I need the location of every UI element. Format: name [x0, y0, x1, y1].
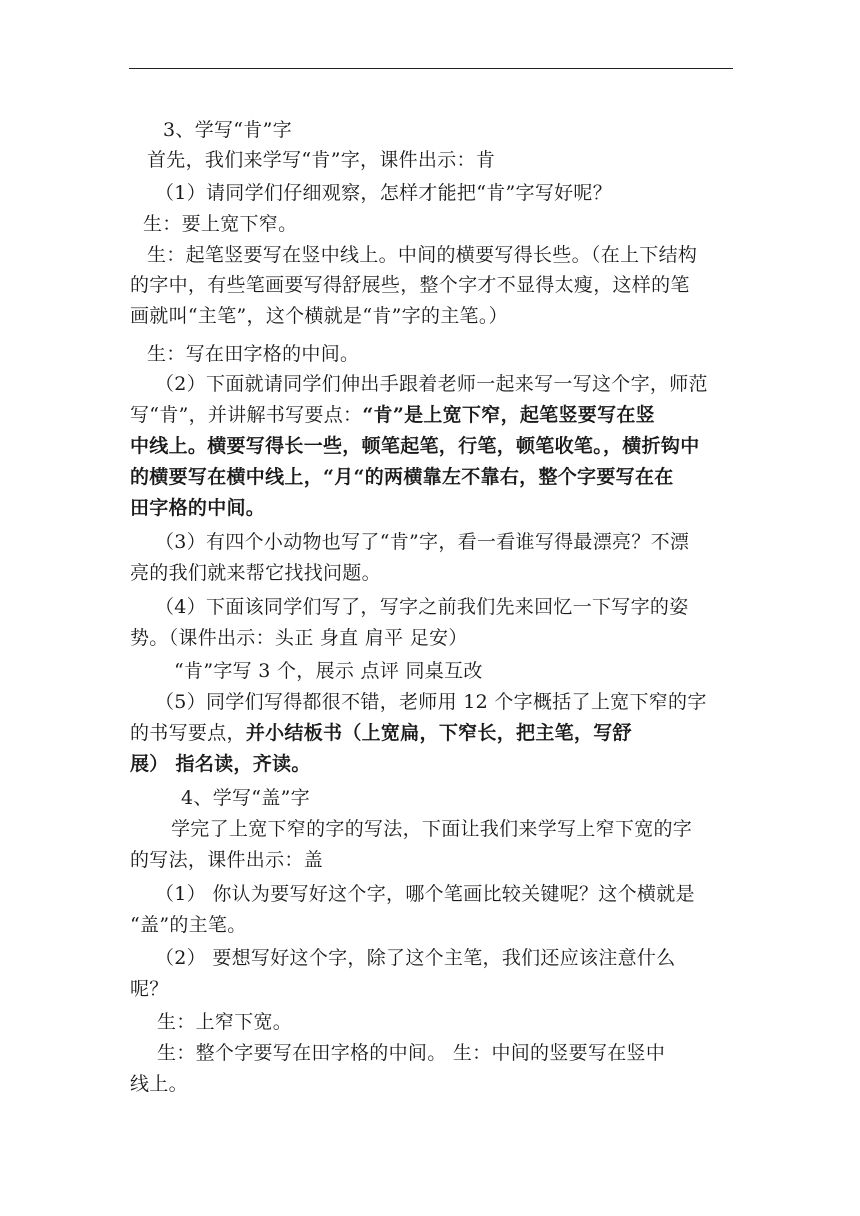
text-line [143, 212, 297, 236]
text-line [155, 882, 695, 906]
text-line [157, 1010, 292, 1034]
text-segment: 呢？ [130, 978, 169, 1000]
text-line [130, 273, 690, 297]
text-segment: 线上。 [130, 1073, 188, 1095]
text-line [130, 434, 700, 458]
text-line [163, 118, 292, 142]
text-line [130, 403, 655, 427]
text-segment: 3、学写“肯”字 [163, 119, 292, 141]
text-segment: 生：起笔竖要写在竖中线上。中间的横要写得长些。（在上下结构 [147, 244, 698, 266]
text-segment: 生：上窄下宽。 [157, 1011, 293, 1033]
text-segment: 首先，我们来学写“肯”字，课件出示：肯 [147, 149, 496, 171]
text-line [155, 946, 676, 970]
text-segment: 的书写要点， [130, 722, 246, 744]
text-segment: 势。（课件出示：头正 身直 肩平 足安） [130, 627, 468, 649]
text-segment: （4）下面该同学们写了，写字之前我们先来回忆一下写字的姿 [155, 596, 689, 618]
text-line [157, 1041, 665, 1065]
text-line [171, 817, 692, 841]
text-line [130, 561, 381, 585]
text-segment: 的写法，课件出示：盖 [130, 849, 324, 871]
text-segment: 生：整个字要写在田字格的中间。 生：中间的竖要写在竖中 [157, 1042, 666, 1064]
text-line [130, 721, 632, 745]
text-line [155, 595, 689, 619]
text-line [130, 848, 323, 872]
bold-text-segment: 田字格的中间。 [130, 497, 266, 519]
text-segment: “盖”的主笔。 [130, 914, 247, 936]
text-line [181, 786, 310, 810]
text-segment: 4、学写“盖”字 [181, 787, 310, 809]
text-line [155, 690, 707, 714]
bold-text-segment: 展） 指名读，齐读。 [130, 753, 311, 775]
text-segment: 的字中，有些笔画要写得舒展些，整个字才不显得太瘦，这样的笔 [130, 274, 690, 296]
text-line [130, 496, 265, 520]
text-segment: “肯”字写 3 个，展示 点评 同桌互改 [174, 660, 483, 682]
bold-text-segment: 并小结板书（上宽扁，下窄长，把主笔，写舒 [245, 722, 632, 744]
text-segment: 学完了上宽下窄的字的写法，下面让我们来学写上窄下宽的字 [171, 818, 693, 840]
text-segment: 亮的我们就来帮它找找问题。 [130, 562, 381, 584]
text-line [155, 530, 689, 554]
text-line [130, 304, 508, 328]
text-segment: （3）有四个小动物也写了“肯”字，看一看谁写得最漂亮？不漂 [155, 531, 690, 553]
text-line [130, 913, 247, 937]
bold-text-segment: 中线上。横要写得长一些，顿笔起笔，行笔，顿笔收笔。，横折钩中 [130, 435, 700, 457]
text-line [130, 465, 674, 489]
text-segment: 生：要上宽下窄。 [143, 213, 298, 235]
text-line [147, 342, 359, 366]
text-line [155, 372, 708, 396]
text-line [174, 659, 483, 683]
text-line [130, 626, 468, 650]
text-line [130, 977, 169, 1001]
header-rule [129, 68, 733, 69]
text-line [130, 1072, 188, 1096]
text-segment: （2） 要想写好这个字，除了这个主笔，我们还应该注意什么 [155, 947, 676, 969]
text-segment: （5）同学们写得都很不错，老师用 12 个字概括了上宽下窄的字 [155, 691, 707, 713]
text-line [147, 148, 495, 172]
text-segment: 画就叫“主笔”，这个横就是“肯”字的主笔。） [130, 305, 508, 327]
text-line [147, 243, 697, 267]
text-segment: 写“肯”，并讲解书写要点： [130, 404, 363, 426]
text-segment: （1）请同学们仔细观察，怎样才能把“肯”字写好呢？ [155, 182, 613, 204]
text-line [130, 752, 311, 776]
text-segment: （2）下面就请同学们伸出手跟着老师一起来写一写这个字，师范 [155, 373, 708, 395]
bold-text-segment: 的横要写在横中线上，“月“的两横靠左不靠右，整个字要写在在 [130, 466, 674, 488]
bold-text-segment: “肯”是上宽下窄，起笔竖要写在竖 [362, 404, 655, 426]
text-segment: 生：写在田字格的中间。 [147, 343, 360, 365]
text-segment: （1） 你认为要写好这个字，哪个笔画比较关键呢？这个横就是 [155, 883, 695, 905]
text-line [155, 181, 612, 205]
